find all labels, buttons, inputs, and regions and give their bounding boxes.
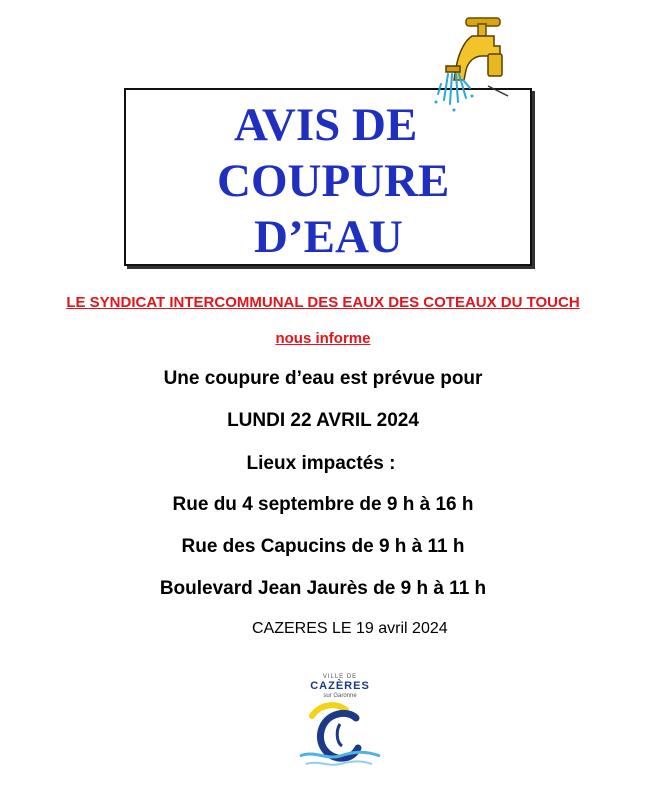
title-line-2: COUPURE — [217, 155, 450, 207]
logo-top-text: VILLE DE — [322, 674, 358, 680]
street-3: Boulevard Jean Jaurès de 9 h à 11 h — [159, 578, 487, 599]
faucet-icon — [428, 14, 518, 114]
lieux-line: Lieux impactés : — [246, 453, 396, 474]
date-line: LUNDI 22 AVRIL 2024 — [227, 410, 419, 431]
logo-name-text: CAZÈRES — [310, 680, 370, 692]
logo-sub-text: sur Garonne — [323, 693, 357, 699]
syndicat-line: LE SYNDICAT INTERCOMMUNAL DES EAUX DES COTEAUX DU TOUCH — [66, 294, 580, 311]
cazeres-logo — [290, 668, 390, 778]
announce-line: Une coupure d’eau est prévue pour — [163, 368, 483, 389]
street-2: Rue des Capucins de 9 h à 11 h — [181, 536, 465, 557]
informe-line: nous informe — [275, 330, 371, 347]
title-line-3: D’EAU — [254, 211, 403, 263]
title-line-1: AVIS DE — [234, 99, 418, 151]
signature-line: CAZERES LE 19 avril 2024 — [252, 620, 448, 637]
title-box — [124, 88, 532, 266]
street-1: Rue du 4 septembre de 9 h à 16 h — [172, 494, 474, 515]
